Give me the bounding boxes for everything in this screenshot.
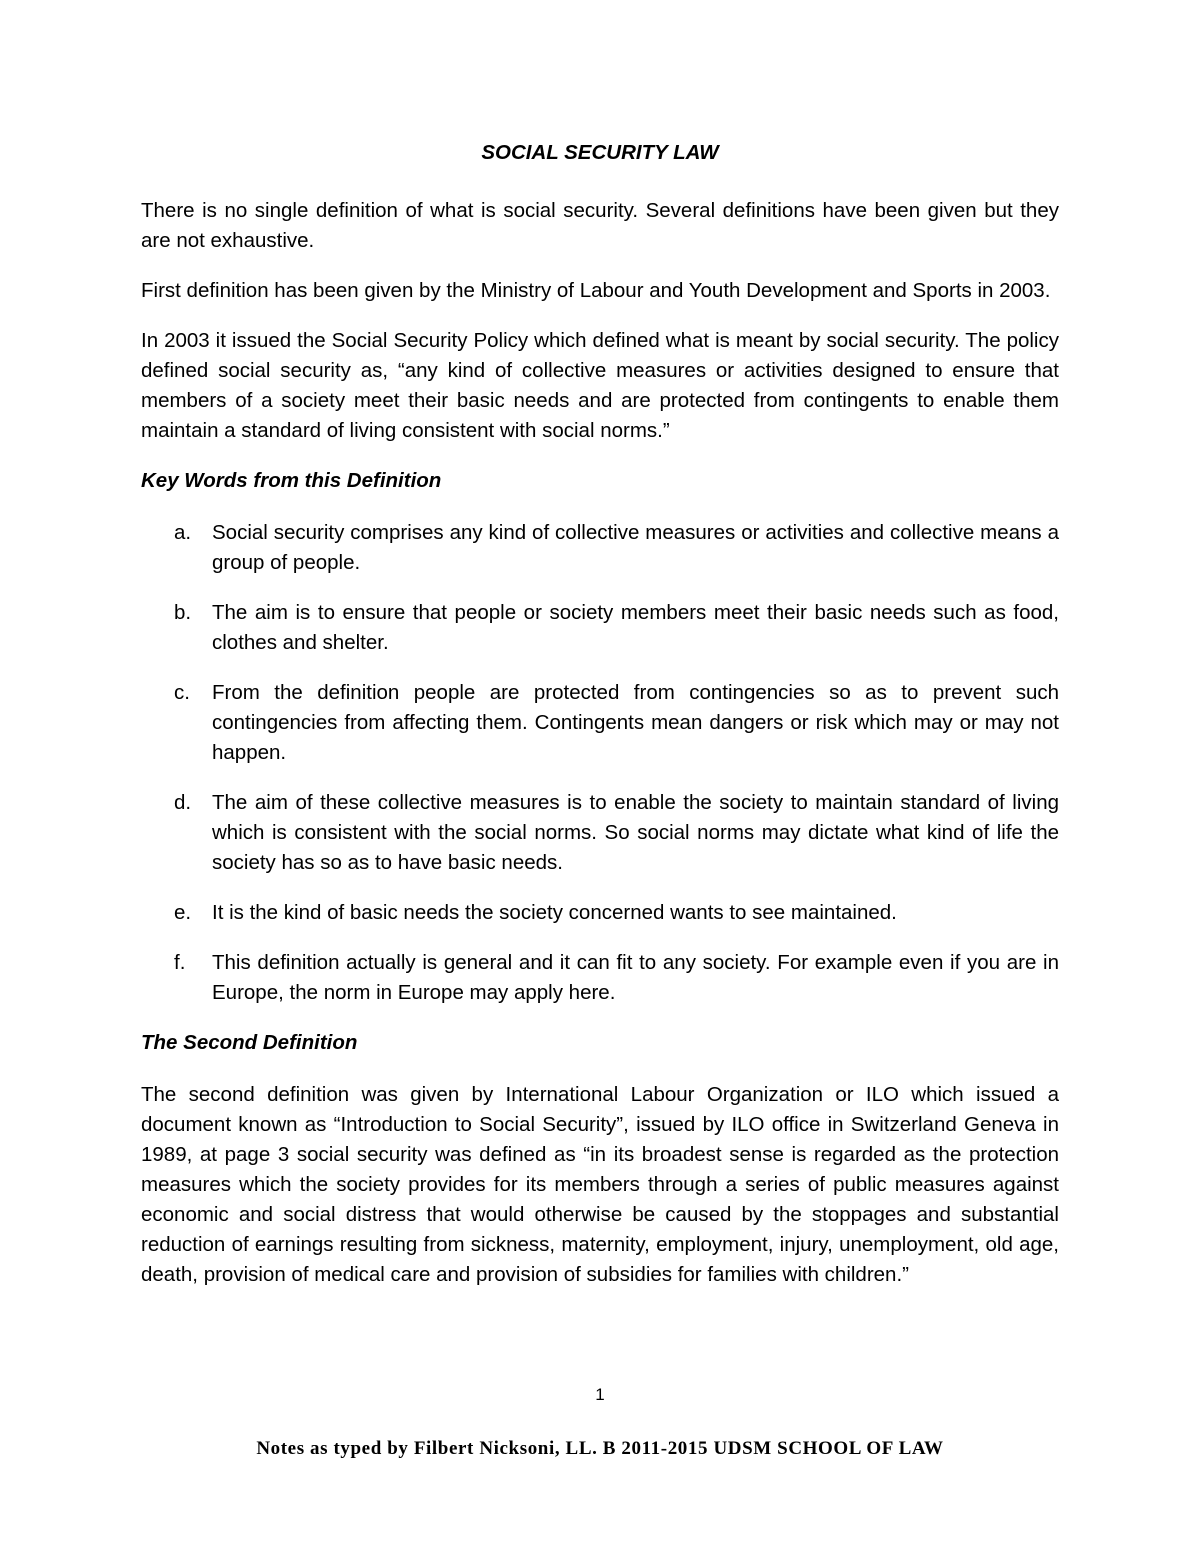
list-item [141,948,1059,1008]
document-title: SOCIAL SECURITY LAW [481,141,719,164]
second-definition-heading: The Second Definition [141,1031,358,1054]
document-body [141,138,1059,1310]
list-item-text: This definition actually is general and it can fit to any society. For example even if you are in Europe, the norm in Europe may apply here. [212,951,1059,1004]
key-words-heading: Key Words from this Definition [141,469,442,492]
intro-paragraph: In 2003 it issued the Social Security Policy which defined what is meant by social security. The policy defined social security as, “any kind of collective measures or activities designed to ensure that members of a society meet their basic needs and are protected from contingents to enable them maintain a standard of living consistent with social norms.” [141,329,1059,442]
list-item [141,898,1059,928]
list-item [141,518,1059,578]
intro-paragraph: First definition has been given by the Ministry of Labour and Youth Development and Sports in 2003. [141,279,1051,302]
second-definition-paragraph: The second definition was given by International Labour Organization or ILO which issued a document known as “Introduction to Social Security”, issued by ILO office in Switzerland Geneva in 1989, at page 3 social security was defined as “in its broadest sense is regarded as the protection measures which the society provides for its members through a series of public measures against economic and social distress that would otherwise be caused by the stoppages and substantial reduction of earnings resulting from sickness, maternity, employment, injury, unemployment, old age, death, provision of medical care and provision of subsidies for families with children.” [141,1083,1059,1286]
list-item [141,678,1059,768]
list-item-text: The aim is to ensure that people or society members meet their basic needs such as food, clothes and shelter. [212,601,1059,654]
list-item [141,788,1059,878]
list-item-text: Social security comprises any kind of collective measures or activities and collective means a group of people. [212,521,1059,574]
page-footer: Notes as typed by Filbert Nicksoni, LL. B 2011-2015 UDSM SCHOOL OF LAW [256,1438,944,1459]
page-number: 1 [595,1385,605,1404]
intro-paragraph: There is no single definition of what is social security. Several definitions have been given but they are not exhaustive. [141,199,1059,252]
list-marker: b. [174,601,192,624]
list-marker: a. [174,521,192,544]
list-marker: e. [174,901,192,924]
list-marker: d. [174,791,192,814]
list-item-text: It is the kind of basic needs the society concerned wants to see maintained. [212,901,897,924]
list-item [141,598,1059,658]
list-item-text: The aim of these collective measures is to enable the society to maintain standard of living which is consistent with the social norms. So social norms may dictate what kind of life the society has so as to have basic needs. [212,791,1059,874]
list-item-text: From the definition people are protected from contingencies so as to prevent such contingencies from affecting them. Contingents mean dangers or risk which may or may not happen. [212,681,1059,764]
key-words-list [141,518,1059,1008]
list-marker: f. [174,951,186,974]
list-marker: c. [174,681,190,704]
